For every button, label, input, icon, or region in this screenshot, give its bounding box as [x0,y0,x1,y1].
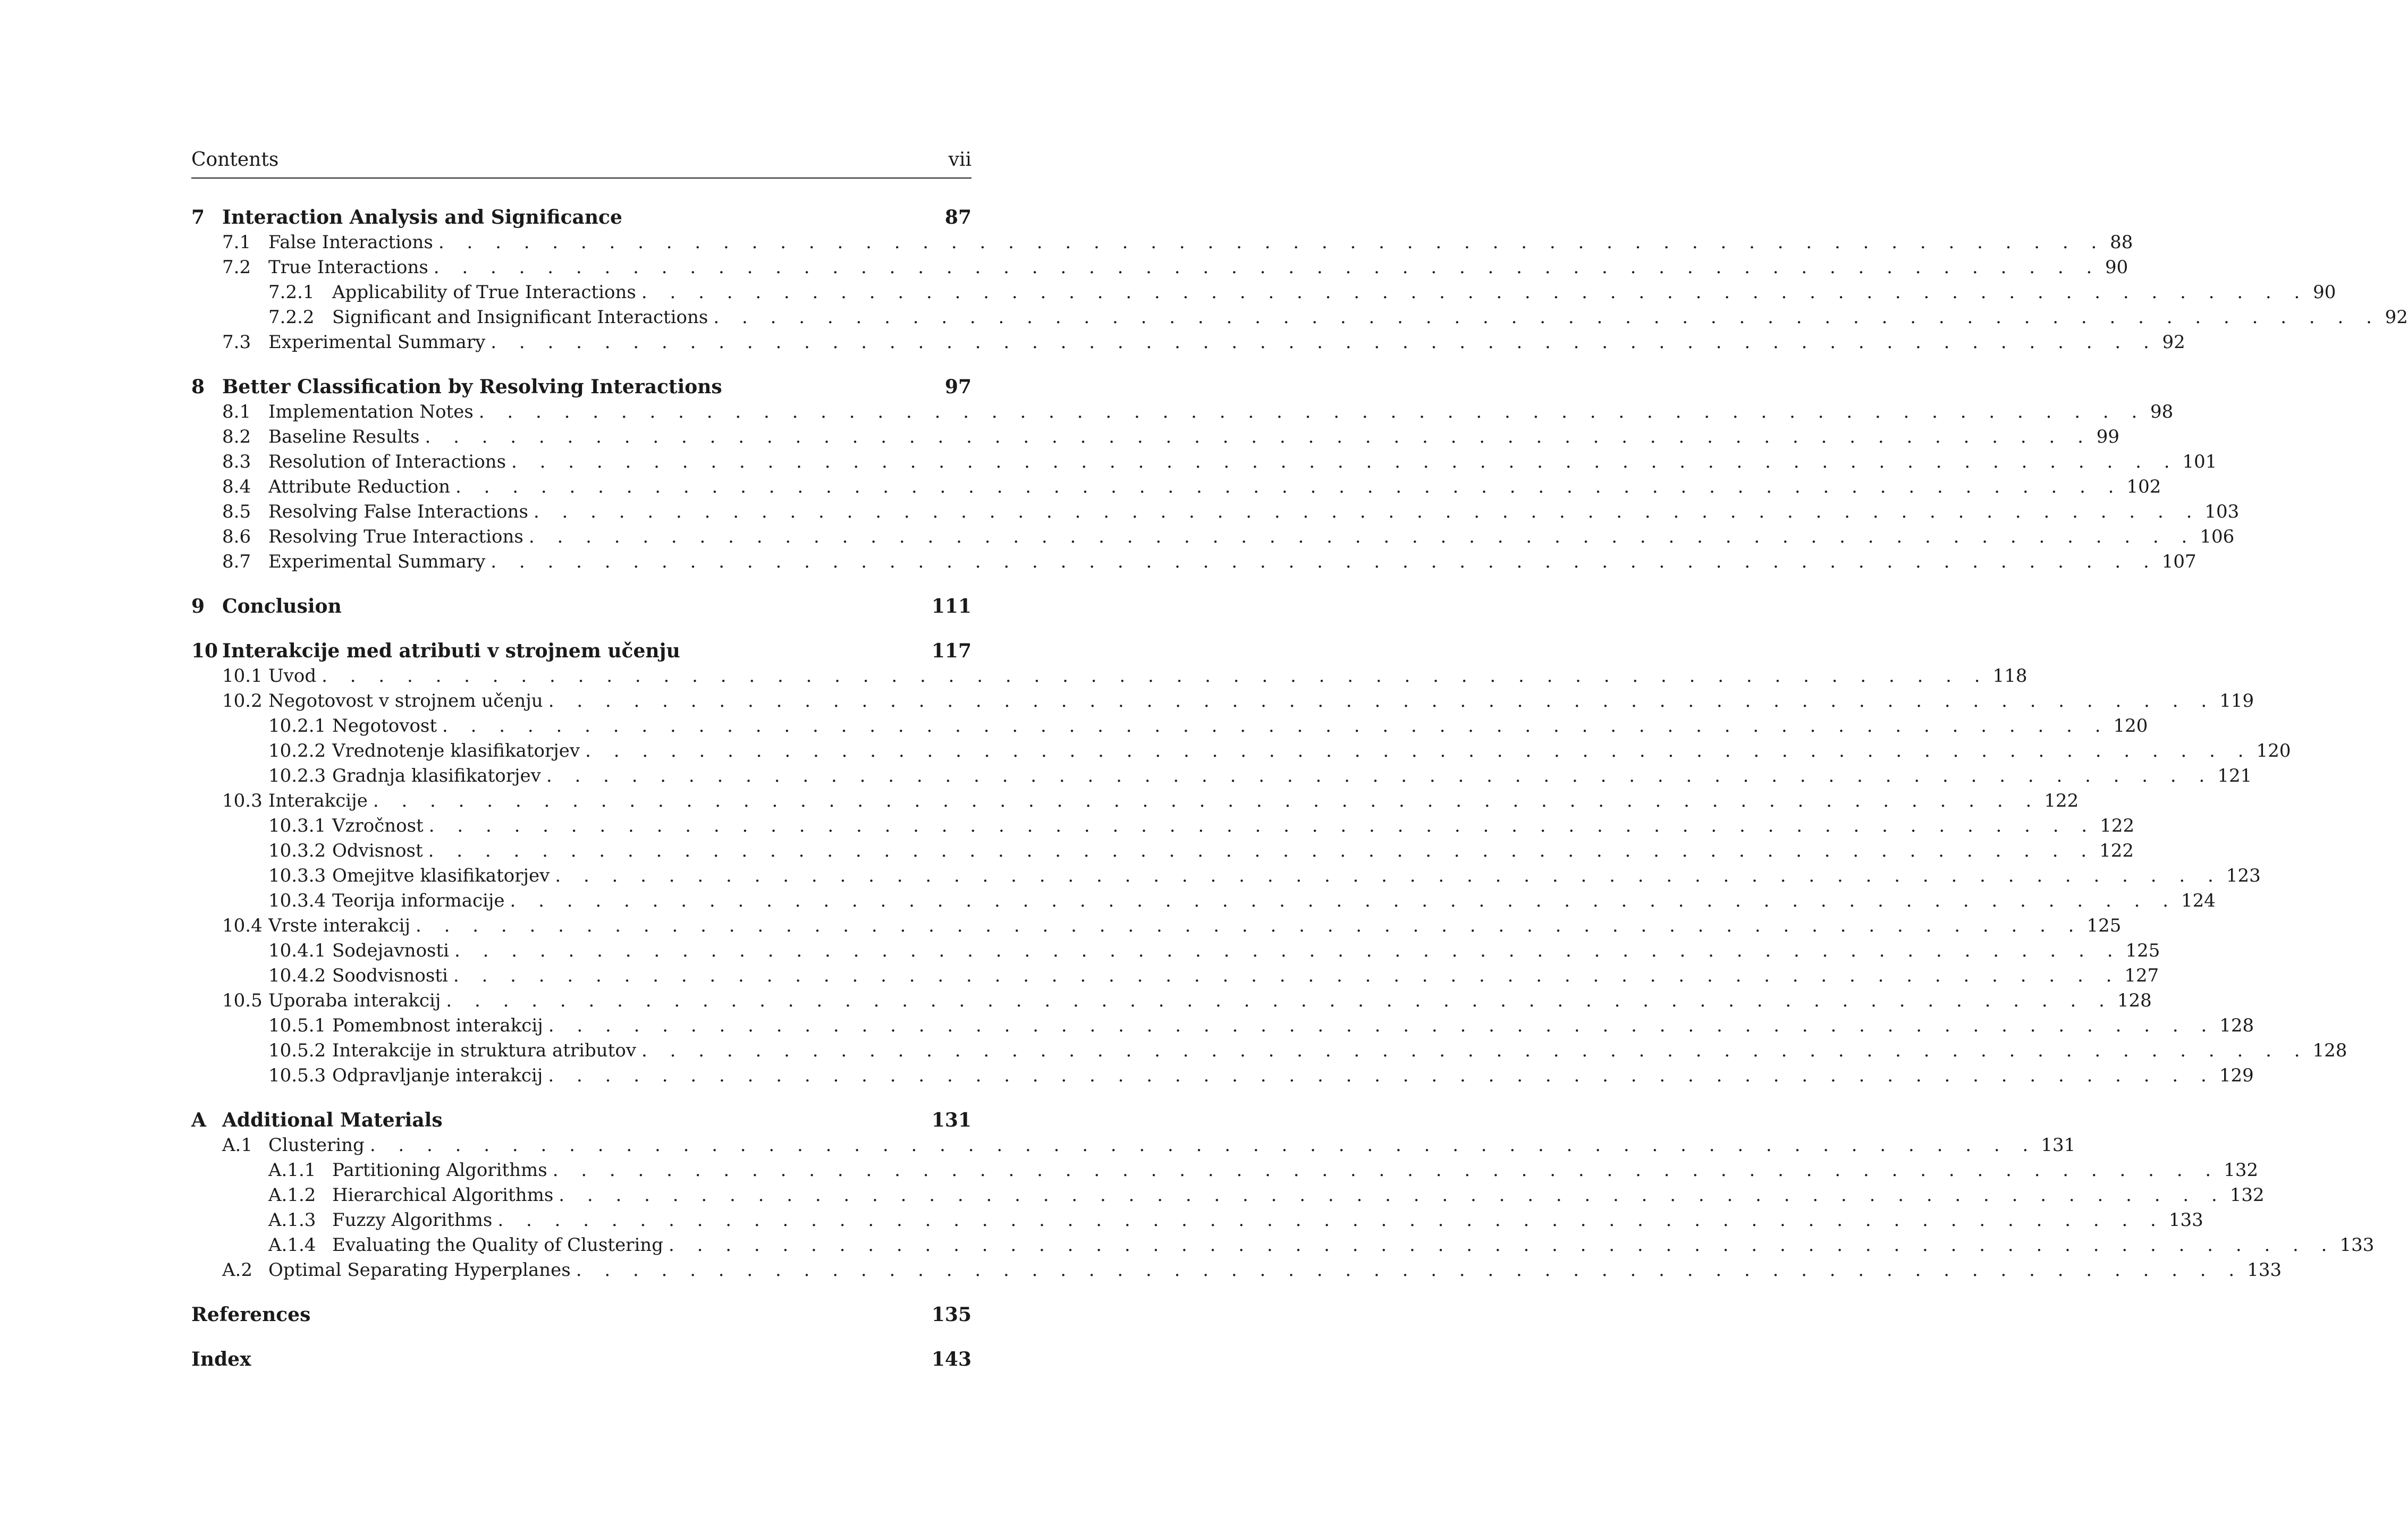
chapter-number: 9 [191,595,205,617]
entry-number: 10.4.1 [268,940,326,961]
entry-page-number: 133 [2247,1259,2282,1281]
entry-title: Optimal Separating Hyperplanes [268,1259,571,1281]
entry-page-number: 123 [2226,865,2261,886]
entry-title: Baseline Results [268,426,420,447]
entry-title: False Interactions [268,232,433,253]
entry-page-number: 119 [2219,690,2254,712]
entry-number: A.1.1 [268,1160,316,1181]
toc-subsection-entry[interactable] [191,1065,2254,1090]
chapter-page-number: 97 [944,376,971,398]
toc-section-entry[interactable] [191,551,2196,576]
entry-title: Significant and Insignificant Interactions [332,307,708,328]
entry-number: 10.4.2 [268,965,326,986]
entry-page-number: 90 [2313,282,2336,303]
entry-number: 8.2 [222,426,251,447]
toc-section-entry[interactable] [191,1135,2076,1160]
entry-title: Interakcije in struktura atributov [332,1040,637,1061]
entry-page-number: 102 [2126,476,2161,497]
entry-number: 10.3.1 [268,815,326,836]
entry-number: 10.5.2 [268,1040,326,1061]
dot-leader: . . . . . . . . . . . . . . . . . . . . . . . . . . . . . . . . . . . . . . . . . . . . . . . . . . . . . . . . . . . [425,426,2092,447]
dot-leader: . . . . . . . . . . . . . . . . . . . . . . . . . . . . . . . . . . . . . . . . . . . . . . . . . . . . . . . . . . . [454,940,2122,961]
chapter-title: Better Classification by Resolving Interactions [222,376,722,398]
entry-number: 10.3.4 [268,890,326,911]
dot-leader: . . . . . . . . . . . . . . . . . . . . . . . . . . . . . . . . . . . . . . . . . . . . . . . . . . . . . . . . . . . [585,740,2252,761]
toc-section-entry[interactable] [191,526,2235,551]
entry-number: 10.3.3 [268,865,326,886]
entry-page-number: 125 [2086,915,2122,936]
entry-number: 8.5 [222,501,251,522]
entry-number: 10.4 [222,915,263,936]
entry-number: 7.2.1 [268,282,315,303]
dot-leader: . . . . . . . . . . . . . . . . . . . . . . . . . . . . . . . . . . . . . . . . . . . . . . . . . . . . . . . . . . . [510,890,2177,911]
entry-page-number: 98 [2150,401,2174,422]
dot-leader: . . . . . . . . . . . . . . . . . . . . . . . . . . . . . . . . . . . . . . . . . . . . . . . . . . . . . . . . . . . [559,1184,2226,1206]
entry-title: Hierarchical Algorithms [332,1184,554,1206]
entry-number: A.1.4 [268,1234,316,1256]
dot-leader: . . . . . . . . . . . . . . . . . . . . . . . . . . . . . . . . . . . . . . . . . . . . . . . . . . . . . . . . . . . [511,451,2178,472]
toc-subsection-entry[interactable] [191,307,2408,332]
toc-section-entry[interactable] [191,690,2254,715]
toc-subsection-entry[interactable] [191,1184,2265,1209]
entry-title: Implementation Notes [268,401,474,422]
entry-number: A.2 [222,1259,252,1281]
toc-chapter-heading[interactable] [191,206,971,232]
entry-number: 10.3 [222,790,263,811]
entry-title: Partitioning Algorithms [332,1160,547,1181]
dot-leader: . . . . . . . . . . . . . . . . . . . . . . . . . . . . . . . . . . . . . . . . . . . . . . . . . . . . . . . . . . . [548,1015,2216,1036]
entry-page-number: 101 [2182,451,2217,472]
chapter-page-number: 87 [944,206,971,229]
entry-page-number: 106 [2200,526,2235,547]
dot-leader: . . . . . . . . . . . . . . . . . . . . . . . . . . . . . . . . . . . . . . . . . . . . . . . . . . . . . . . . . . . [497,1209,2165,1231]
chapter-title: Additional Materials [222,1109,443,1131]
entry-title: Sodejavnosti [332,940,450,961]
toc-chapter [191,1109,2375,1284]
toc-chapter [191,376,2240,576]
entry-number: 10.2.2 [268,740,326,761]
toc-subsection-entry[interactable] [191,1015,2254,1040]
entry-page-number: 132 [2224,1160,2259,1181]
dot-leader: . . . . . . . . . . . . . . . . . . . . . . . . . . . . . . . . . . . . . . . . . . . . . . . . . . . . . . . . . . . [641,1040,2309,1061]
chapter-title: References [191,1304,311,1326]
table-of-contents [191,206,2408,1374]
entry-number: 10.5 [222,990,263,1011]
entry-number: A.1.3 [268,1209,316,1231]
entry-title: Teorija informacije [332,890,505,911]
entry-number: 10.1 [222,665,263,687]
toc-section-entry[interactable] [191,257,2128,282]
entry-page-number: 132 [2229,1184,2265,1206]
toc-chapter [191,640,2347,1090]
toc-section-entry[interactable] [191,990,2152,1015]
chapter-title: Interaction Analysis and Significance [222,206,622,229]
entry-title: Experimental Summary [268,551,486,572]
entry-title: Resolving True Interactions [268,526,523,547]
entry-number: 7.2.2 [268,307,315,328]
toc-section-entry[interactable] [191,426,2119,451]
entry-page-number: 99 [2096,426,2119,447]
chapter-number: A [191,1109,206,1131]
toc-chapter-heading[interactable] [191,595,971,621]
toc-chapter [191,595,971,621]
entry-title: Gradnja klasifikatorjev [332,765,541,786]
chapter-page-number: 117 [931,640,971,662]
entry-number: 10.2.3 [268,765,326,786]
toc-chapter [191,206,2408,357]
entry-page-number: 133 [2339,1234,2375,1256]
dot-leader: . . . . . . . . . . . . . . . . . . . . . . . . . . . . . . . . . . . . . . . . . . . . . . . . . . . . . . . . . . . [438,232,2106,253]
toc-chapter-heading[interactable] [191,1304,971,1329]
entry-title: Applicability of True Interactions [332,282,636,303]
entry-page-number: 92 [2162,332,2185,353]
chapter-page-number: 135 [931,1304,971,1326]
chapter-page-number: 111 [931,595,971,617]
entry-title: Resolution of Interactions [268,451,506,472]
entry-number: 7.3 [222,332,251,353]
toc-subsection-entry[interactable] [191,765,2252,790]
entry-number: 10.2 [222,690,263,712]
toc-subsection-entry[interactable] [191,1040,2347,1065]
dot-leader: . . . . . . . . . . . . . . . . . . . . . . . . . . . . . . . . . . . . . . . . . . . . . . . . . . . . . . . . . . . [428,840,2096,861]
entry-title: True Interactions [268,257,428,278]
entry-page-number: 120 [2113,715,2148,737]
chapter-title: Conclusion [222,595,342,617]
dot-leader: . . . . . . . . . . . . . . . . . . . . . . . . . . . . . . . . . . . . . . . . . . . . . . . . . . . . . . . . . . . [555,865,2222,886]
toc-chapter-heading[interactable] [191,376,971,401]
dot-leader: . . . . . . . . . . . . . . . . . . . . . . . . . . . . . . . . . . . . . . . . . . . . . . . . . . . . . . . . . . . [428,815,2096,836]
entry-number: 10.5.3 [268,1065,326,1086]
dot-leader: . . . . . . . . . . . . . . . . . . . . . . . . . . . . . . . . . . . . . . . . . . . . . . . . . . . . . . . . . . . [442,715,2109,737]
dot-leader: . . . . . . . . . . . . . . . . . . . . . . . . . . . . . . . . . . . . . . . . . . . . . . . . . . . . . . . . . . . [453,965,2120,986]
toc-subsection-entry[interactable] [191,865,2261,890]
toc-chapter [191,1348,971,1374]
toc-section-entry[interactable] [191,501,2240,526]
toc-subsection-entry[interactable] [191,840,2134,865]
entry-page-number: 121 [2217,765,2252,786]
running-header-title: Contents [191,149,279,171]
entry-number: 8.1 [222,401,251,422]
entry-title: Vzročnost [332,815,424,836]
toc-section-entry[interactable] [191,915,2122,940]
entry-page-number: 118 [1992,665,2027,687]
toc-section-entry[interactable] [191,1259,2282,1284]
dot-leader: . . . . . . . . . . . . . . . . . . . . . . . . . . . . . . . . . . . . . . . . . . . . . . . . . . . . . . . . . . . [533,501,2201,522]
entry-number: 10.5.1 [268,1015,326,1036]
dot-leader: . . . . . . . . . . . . . . . . . . . . . . . . . . . . . . . . . . . . . . . . . . . . . . . . . . . . . . . . . . . [552,1160,2220,1181]
toc-chapter-heading[interactable] [191,640,971,665]
dot-leader: . . . . . . . . . . . . . . . . . . . . . . . . . . . . . . . . . . . . . . . . . . . . . . . . . . . . . . . . . . . [478,401,2146,422]
entry-number: 8.6 [222,526,251,547]
entry-title: Clustering [268,1135,365,1156]
entry-page-number: 88 [2110,232,2133,253]
entry-title: Experimental Summary [268,332,486,353]
entry-page-number: 125 [2125,940,2160,961]
chapter-page-number: 131 [931,1109,971,1131]
chapter-title: Interakcije med atributi v strojnem učenju [222,640,680,662]
toc-section-entry[interactable] [191,476,2161,501]
toc-section-entry[interactable] [191,451,2217,476]
entry-number: 7.2 [222,257,251,278]
entry-title: Pomembnost interakcij [332,1015,543,1036]
dot-leader: . . . . . . . . . . . . . . . . . . . . . . . . . . . . . . . . . . . . . . . . . . . . . . . . . . . . . . . . . . . [322,665,1989,687]
entry-title: Odpravljanje interakcij [332,1065,543,1086]
entry-page-number: 122 [2099,840,2134,861]
dot-leader: . . . . . . . . . . . . . . . . . . . . . . . . . . . . . . . . . . . . . . . . . . . . . . . . . . . . . . . . . . . [491,551,2158,572]
entry-title: Uvod [268,665,317,687]
dot-leader: . . . . . . . . . . . . . . . . . . . . . . . . . . . . . . . . . . . . . . . . . . . . . . . . . . . . . . . . . . . [373,790,2040,811]
entry-page-number: 103 [2204,501,2240,522]
entry-title: Odvisnost [332,840,423,861]
toc-section-entry[interactable] [191,332,2185,357]
entry-title: Interakcije [268,790,368,811]
toc-subsection-entry[interactable] [191,890,2216,915]
dot-leader: . . . . . . . . . . . . . . . . . . . . . . . . . . . . . . . . . . . . . . . . . . . . . . . . . . . . . . . . . . . [455,476,2123,497]
entry-number: 8.7 [222,551,251,572]
entry-title: Soodvisnosti [332,965,448,986]
toc-subsection-entry[interactable] [191,1209,2203,1234]
dot-leader: . . . . . . . . . . . . . . . . . . . . . . . . . . . . . . . . . . . . . . . . . . . . . . . . . . . . . . . . . . . [548,1065,2215,1086]
entry-title: Evaluating the Quality of Clustering [332,1234,663,1256]
toc-chapter-heading[interactable] [191,1109,971,1135]
entry-number: 10.2.1 [268,715,326,737]
toc-subsection-entry[interactable] [191,282,2336,307]
entry-title: Omejitve klasifikatorjev [332,865,550,886]
toc-section-entry[interactable] [191,665,2027,690]
entry-title: Negotovost [332,715,437,737]
chapter-number: 8 [191,376,205,398]
entry-number: 10.3.2 [268,840,326,861]
running-header-page-number: vii [948,149,971,171]
entry-title: Uporaba interakcij [268,990,441,1011]
dot-leader: . . . . . . . . . . . . . . . . . . . . . . . . . . . . . . . . . . . . . . . . . . . . . . . . . . . . . . . . . . . [713,307,2380,328]
dot-leader: . . . . . . . . . . . . . . . . . . . . . . . . . . . . . . . . . . . . . . . . . . . . . . . . . . . . . . . . . . . [446,990,2113,1011]
toc-subsection-entry[interactable] [191,715,2148,740]
entry-title: Vrednotenje klasifikatorjev [332,740,580,761]
toc-subsection-entry[interactable] [191,1160,2259,1184]
entry-page-number: 131 [2041,1135,2076,1156]
dot-leader: . . . . . . . . . . . . . . . . . . . . . . . . . . . . . . . . . . . . . . . . . . . . . . . . . . . . . . . . . . . [416,915,2083,936]
toc-chapter-heading[interactable] [191,1348,971,1374]
entry-number: 8.3 [222,451,251,472]
entry-number: 7.1 [222,232,251,253]
toc-chapter [191,1304,971,1329]
toc-section-entry[interactable] [191,401,2174,426]
dot-leader: . . . . . . . . . . . . . . . . . . . . . . . . . . . . . . . . . . . . . . . . . . . . . . . . . . . . . . . . . . . [548,690,2216,712]
dot-leader: . . . . . . . . . . . . . . . . . . . . . . . . . . . . . . . . . . . . . . . . . . . . . . . . . . . . . . . . . . . [433,257,2101,278]
entry-title: Attribute Reduction [268,476,450,497]
entry-title: Resolving False Interactions [268,501,528,522]
entry-number: A.1.2 [268,1184,316,1206]
chapter-number: 10 [191,640,218,662]
toc-subsection-entry[interactable] [191,740,2291,765]
toc-subsection-entry[interactable] [191,1234,2375,1259]
document-page [191,149,2408,1393]
entry-title: Fuzzy Algorithms [332,1209,493,1231]
entry-number: 8.4 [222,476,251,497]
entry-number: A.1 [222,1135,252,1156]
dot-leader: . . . . . . . . . . . . . . . . . . . . . . . . . . . . . . . . . . . . . . . . . . . . . . . . . . . . . . . . . . . [641,282,2309,303]
dot-leader: . . . . . . . . . . . . . . . . . . . . . . . . . . . . . . . . . . . . . . . . . . . . . . . . . . . . . . . . . . . [369,1135,2037,1156]
chapter-page-number: 143 [931,1348,971,1370]
entry-page-number: 133 [2168,1209,2203,1231]
entry-page-number: 127 [2124,965,2159,986]
dot-leader: . . . . . . . . . . . . . . . . . . . . . . . . . . . . . . . . . . . . . . . . . . . . . . . . . . . . . . . . . . . [576,1259,2243,1281]
dot-leader: . . . . . . . . . . . . . . . . . . . . . . . . . . . . . . . . . . . . . . . . . . . . . . . . . . . . . . . . . . . [491,332,2158,353]
entry-page-number: 122 [2044,790,2079,811]
chapter-title: Index [191,1348,251,1370]
entry-page-number: 129 [2219,1065,2254,1086]
entry-page-number: 128 [2312,1040,2347,1061]
toc-subsection-entry[interactable] [191,815,2135,840]
entry-page-number: 122 [2100,815,2135,836]
toc-section-entry[interactable] [191,232,2133,257]
dot-leader: . . . . . . . . . . . . . . . . . . . . . . . . . . . . . . . . . . . . . . . . . . . . . . . . . . . . . . . . . . . [668,1234,2336,1256]
entry-title: Vrste interakcij [268,915,410,936]
entry-page-number: 107 [2161,551,2196,572]
dot-leader: . . . . . . . . . . . . . . . . . . . . . . . . . . . . . . . . . . . . . . . . . . . . . . . . . . . . . . . . . . . [546,765,2213,786]
entry-title: Negotovost v strojnem učenju [268,690,543,712]
entry-page-number: 128 [2219,1015,2254,1036]
toc-subsection-entry[interactable] [191,965,2159,990]
chapter-number: 7 [191,206,205,229]
entry-page-number: 120 [2256,740,2291,761]
entry-page-number: 92 [2385,307,2408,328]
entry-page-number: 124 [2181,890,2216,911]
entry-page-number: 90 [2105,257,2128,278]
toc-section-entry[interactable] [191,790,2079,815]
running-header [191,149,971,179]
toc-subsection-entry[interactable] [191,940,2160,965]
dot-leader: . . . . . . . . . . . . . . . . . . . . . . . . . . . . . . . . . . . . . . . . . . . . . . . . . . . . . . . . . . . [528,526,2196,547]
entry-page-number: 128 [2117,990,2152,1011]
